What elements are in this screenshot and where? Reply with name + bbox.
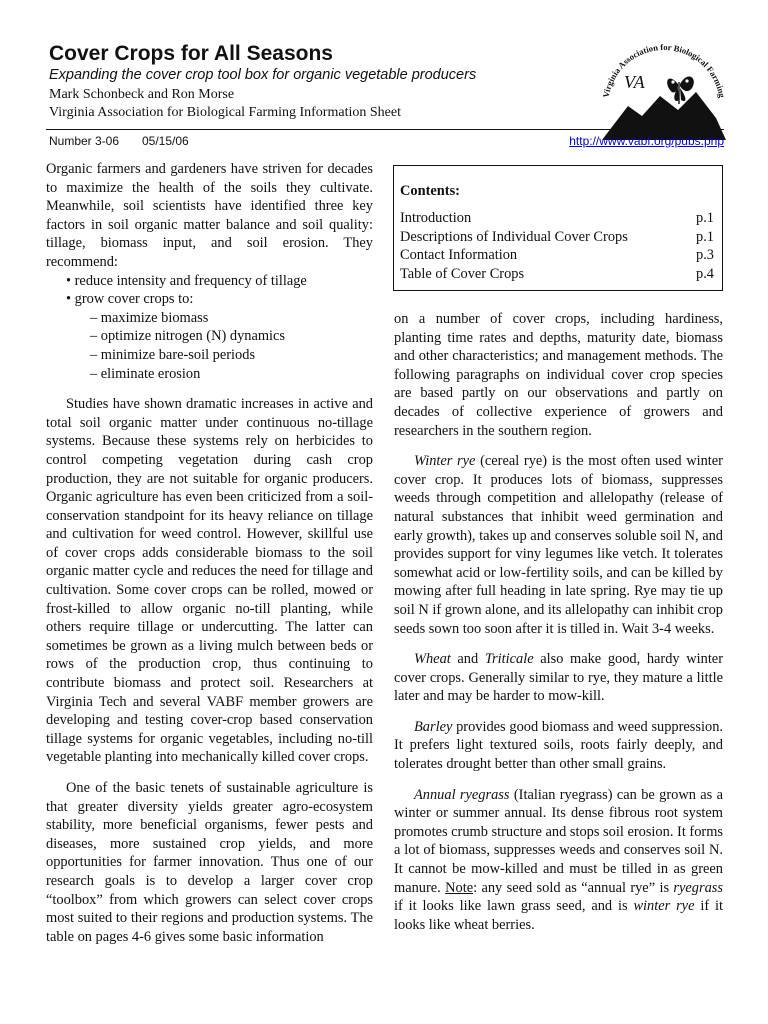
- contents-entry-label: Table of Cover Crops: [400, 266, 525, 282]
- contents-entry-label: Introduction: [400, 210, 472, 226]
- list-item: – optimize nitrogen (N) dynamics: [90, 328, 286, 345]
- contents-box: [393, 165, 723, 291]
- diversity-paragraph: One of the basic tenets of sustainable agriculture is that greater diversity yields greater agro-ecosystem stability, more beneficial organisms, fewer pests and diseases, more sustained crop yields, and more opportunities for farmer innovation. Thus one of our research goals is to develop a larger cover crop “toolbox” from which growers can select cover crops most suited to their regions and production systems. The table on pages 4-6 gives some basic information: [46, 780, 373, 945]
- logo-letters-bottom: BF: [624, 90, 646, 110]
- svg-text:Virginia Association for Biolo: [601, 42, 728, 99]
- continuation-paragraph: on a number of cover crops, including hardiness, planting time rates and depths, maturity date, biomass and other characteristics; and management methods. The following paragraphs on individual cover crop species are based partly on our observations and partly on decades of collective experience of growers and researchers in the southern region.: [394, 311, 723, 439]
- contents-entry[interactable]: [400, 266, 714, 284]
- list-item: – eliminate erosion: [90, 365, 201, 382]
- document-title: Cover Crops for All Seasons: [49, 42, 333, 65]
- intro-paragraph: Organic farmers and gardeners have striven for decades to maximize the health of the soils they cultivate. Meanwhile, soil scientists have identified three key factors in soil organic matter balance and soil quality: tillage, biomass input, and soil erosion. They recommend:: [46, 161, 373, 270]
- mountain-silhouette: [602, 92, 726, 140]
- winter-rye-paragraph: Winter rye (cereal rye) is the most often used winter cover crop. It produces lots of biomass, suppresses weeds through competition and allelopathy (release of natural substances that inhibit weed germination and early growth), takes up and conserves soluble soil N, and provides support for viny legumes like vetch. It tolerates somewhat acid or low-fertility soils, and can be killed by mowing after full heading in late spring. Rye may tie up soil N if grown alone, and its allelopathy can inhibit crop seeds sown too soon after it is tilled in. Wait 3-4 weeks.: [394, 453, 723, 637]
- publications-link[interactable]: http://www.vabf.org/pubs.php: [569, 134, 724, 148]
- issue-date: 05/15/06: [142, 134, 189, 148]
- barley-paragraph: Barley provides good biomass and weed suppression. It prefers light textured soils, roots fairly deeply, and tolerates drought better than other small grains.: [394, 718, 723, 773]
- contents-entry-page: p.4: [696, 266, 714, 282]
- recommendation-list: [46, 272, 373, 309]
- authors: Mark Schonbeck and Ron Morse: [49, 87, 235, 102]
- crop-name: Triticale: [484, 651, 534, 668]
- note-label: Note: [445, 879, 474, 896]
- logo-letters-top: VA: [624, 72, 645, 92]
- right-column: [394, 310, 723, 946]
- crop-name: Annual ryegrass: [414, 786, 510, 803]
- annual-ryegrass-paragraph: Annual ryegrass (Italian ryegrass) can be grown as a winter or summer annual. Its dense fibrous root system promotes crumb structure and stops soil erosion. It forms a lot of biomass, suppresses weeds and conserves soil N. It cannot be mow-killed and must be tilled in as green manure. Note: any seed sold as “annual rye” is ryegrass if it looks like lawn grass seed, and is winter rye if it looks like wheat berries.: [394, 786, 723, 933]
- vabf-logo: [594, 40, 728, 140]
- contents-entry-label: Descriptions of Individual Cover Crops: [400, 229, 628, 245]
- logo-arc-text: Virginia Association for Biological Farming: [600, 41, 728, 99]
- contents-entry-page: p.3: [696, 247, 714, 263]
- document-subtitle: Expanding the cover crop tool box for organic vegetable producers: [49, 67, 477, 83]
- list-item: – maximize biomass: [90, 309, 209, 326]
- contents-entry[interactable]: [400, 210, 714, 228]
- contents-entry[interactable]: [400, 247, 714, 265]
- contents-entry-label: Contact Information: [400, 247, 518, 263]
- list-item: – minimize bare-soil periods: [90, 346, 256, 363]
- no-till-paragraph: Studies have shown dramatic increases in active and total soil organic matter under continuous no-tillage systems. Because these systems rely on herbicides to control competing vegetation during cash crop production, they are not suitable for organic producers. Organic agriculture has even been criticized from a soil-conservation standpoint for its heavy reliance on tillage and cultivation for weed control. However, skillful use of cover crops adds considerable biomass to the soil organic matter cycle and reduces the need for tillage and cultivation. Some cover crops can be rolled, mowed or frost-killed to allow organic no-till planting, while others require tillage or undercutting. The latter can sometimes be grown as a living mulch between beds or rows of the production crop, thus continuing to contribute biomass and protect soil. Researchers at Virginia Tech and several VABF member growers are developing and testing cover-crop based conservation tillage systems for organic vegetables, including no-till vegetable planting into mechanically killed cover crops.: [46, 396, 373, 766]
- contents-entry-page: p.1: [696, 229, 714, 245]
- series-name: Virginia Association for Biological Farming Information Sheet: [49, 105, 401, 120]
- issue-meta: [49, 134, 724, 152]
- header-rule: [46, 129, 724, 130]
- list-item: • reduce intensity and frequency of tillage: [66, 272, 307, 289]
- contents-heading: Contents:: [400, 183, 460, 199]
- crop-name: Wheat: [414, 651, 451, 668]
- contents-entry[interactable]: [400, 229, 714, 247]
- list-item: • grow cover crops to:: [66, 291, 194, 308]
- crop-name: Barley: [414, 718, 453, 735]
- left-column: [46, 160, 373, 958]
- issue-number: Number 3-06: [49, 134, 120, 148]
- wheat-triticale-paragraph: Wheat and Triticale also make good, hardy winter cover crops. Generally similar to rye, they mature a little later and may be harder to mow-kill.: [394, 651, 723, 705]
- cover-crop-goals-list: [46, 309, 373, 383]
- contents-entry-page: p.1: [696, 210, 714, 226]
- crop-name: Winter rye: [414, 453, 476, 470]
